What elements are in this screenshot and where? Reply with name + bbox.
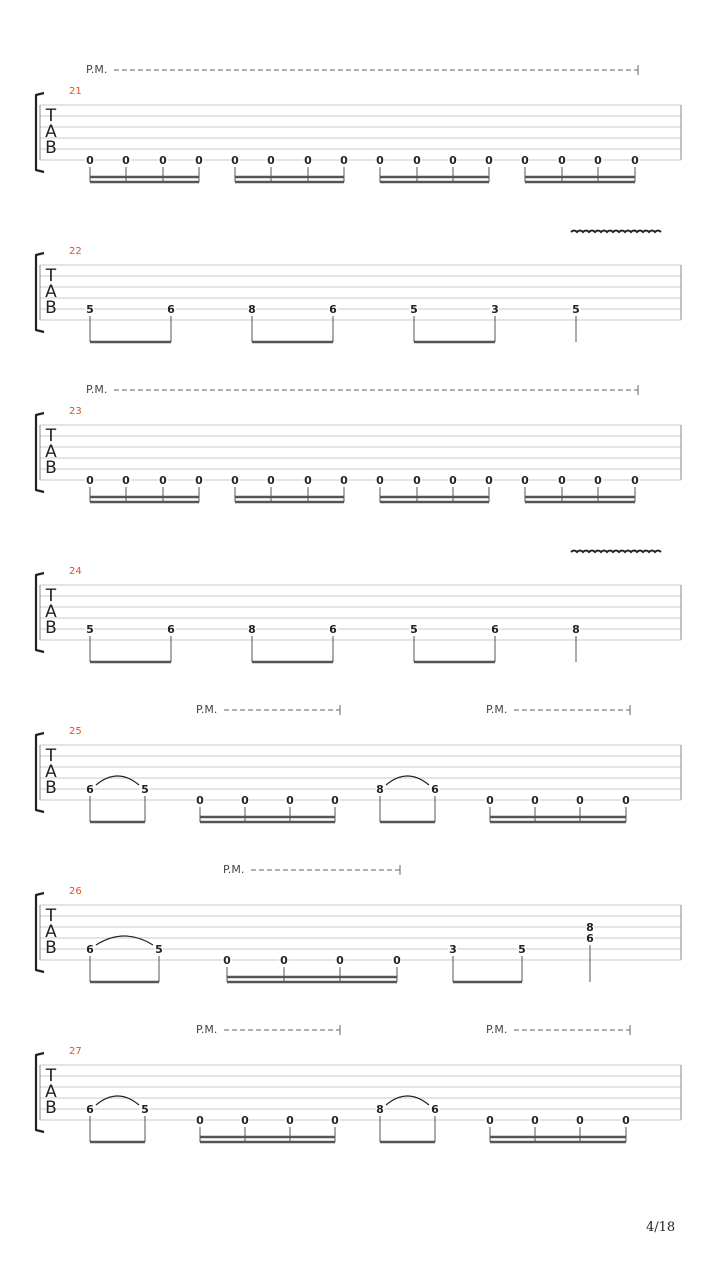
- tab-clef-letter: T: [45, 746, 57, 766]
- tab-clef-letter: B: [45, 938, 57, 958]
- tab-clef-letter: B: [45, 778, 57, 798]
- tab-clef-letter: A: [45, 442, 57, 462]
- tab-clef-letter: B: [45, 618, 57, 638]
- fret-number: 6: [431, 1103, 439, 1116]
- fret-number: 6: [86, 1103, 94, 1116]
- tab-clef-letter: T: [45, 106, 57, 126]
- tab-clef-letter: T: [45, 906, 57, 926]
- fret-number: 0: [521, 154, 529, 167]
- measure-number: 22: [69, 246, 82, 257]
- fret-number: 0: [304, 474, 312, 487]
- fret-number: 0: [485, 474, 493, 487]
- fret-number: 0: [622, 1114, 630, 1127]
- tab-clef-letter: A: [45, 762, 57, 782]
- fret-number: 0: [531, 794, 539, 807]
- fret-number: 0: [223, 954, 231, 967]
- fret-number: 0: [449, 154, 457, 167]
- tab-clef-letter: T: [45, 426, 57, 446]
- fret-number: 6: [86, 783, 94, 796]
- fret-number: 0: [449, 474, 457, 487]
- vibrato-icon: [571, 551, 661, 553]
- fret-number: 5: [155, 943, 163, 956]
- fret-number: 0: [280, 954, 288, 967]
- measure-number: 27: [69, 1046, 82, 1057]
- fret-number: 0: [286, 1114, 294, 1127]
- fret-number: 8: [248, 303, 256, 316]
- fret-number: 0: [195, 154, 203, 167]
- palm-mute-label: P.M.: [486, 703, 508, 716]
- fret-number: 3: [491, 303, 499, 316]
- fret-number: 0: [486, 794, 494, 807]
- palm-mute-label: P.M.: [196, 703, 218, 716]
- fret-number: 0: [195, 474, 203, 487]
- palm-mute-label: P.M.: [86, 63, 108, 76]
- fret-number: 0: [231, 474, 239, 487]
- palm-mute-label: P.M.: [223, 863, 245, 876]
- fret-number: 6: [167, 623, 175, 636]
- fret-number: 5: [86, 623, 94, 636]
- page-indicator: 4/18: [646, 1220, 676, 1235]
- fret-number: 0: [86, 474, 94, 487]
- fret-number: 0: [485, 154, 493, 167]
- fret-number: 5: [141, 783, 149, 796]
- measure-number: 21: [69, 86, 82, 97]
- tab-clef-letter: B: [45, 138, 57, 158]
- fret-number: 5: [141, 1103, 149, 1116]
- fret-number: 0: [622, 794, 630, 807]
- tie-arc: [96, 776, 139, 785]
- fret-number: 0: [631, 474, 639, 487]
- fret-number: 0: [267, 154, 275, 167]
- vibrato-icon: [571, 231, 661, 233]
- fret-number: 5: [86, 303, 94, 316]
- fret-number: 0: [576, 1114, 584, 1127]
- tab-clef-letter: T: [45, 586, 57, 606]
- fret-number: 0: [231, 154, 239, 167]
- measure-number: 24: [69, 566, 82, 577]
- measure-number: 25: [69, 726, 82, 737]
- tab-clef-letter: B: [45, 298, 57, 318]
- tie-arc: [96, 936, 153, 945]
- fret-number: 3: [449, 943, 457, 956]
- palm-mute-label: P.M.: [86, 383, 108, 396]
- tab-clef-letter: T: [45, 266, 57, 286]
- tie-arc: [386, 1096, 429, 1105]
- fret-number: 6: [329, 303, 337, 316]
- tab-clef-letter: A: [45, 122, 57, 142]
- fret-number: 8: [248, 623, 256, 636]
- fret-number: 0: [331, 1114, 339, 1127]
- tab-clef-letter: A: [45, 922, 57, 942]
- fret-number: 5: [410, 623, 418, 636]
- palm-mute-label: P.M.: [196, 1023, 218, 1036]
- fret-number: 0: [376, 474, 384, 487]
- fret-number: 6: [329, 623, 337, 636]
- fret-number: 0: [521, 474, 529, 487]
- fret-number: 0: [241, 794, 249, 807]
- fret-number: 8: [586, 921, 594, 934]
- fret-number: 0: [159, 474, 167, 487]
- tie-arc: [386, 776, 429, 785]
- measure-number: 23: [69, 406, 82, 417]
- fret-number: 0: [631, 154, 639, 167]
- measure-number: 26: [69, 886, 82, 897]
- fret-number: 0: [340, 474, 348, 487]
- tab-clef-letter: A: [45, 1082, 57, 1102]
- fret-number: 0: [413, 154, 421, 167]
- fret-number: 5: [518, 943, 526, 956]
- fret-number: 0: [196, 1114, 204, 1127]
- fret-number: 0: [241, 1114, 249, 1127]
- fret-number: 6: [431, 783, 439, 796]
- fret-number: 8: [376, 783, 384, 796]
- fret-number: 6: [491, 623, 499, 636]
- fret-number: 0: [122, 154, 130, 167]
- fret-number: 0: [267, 474, 275, 487]
- tab-clef-letter: A: [45, 282, 57, 302]
- fret-number: 6: [167, 303, 175, 316]
- fret-number: 0: [336, 954, 344, 967]
- fret-number: 5: [572, 303, 580, 316]
- fret-number: 0: [594, 474, 602, 487]
- fret-number: 8: [572, 623, 580, 636]
- fret-number: 0: [86, 154, 94, 167]
- fret-number: 0: [196, 794, 204, 807]
- fret-number: 0: [376, 154, 384, 167]
- tie-arc: [96, 1096, 139, 1105]
- fret-number: 0: [340, 154, 348, 167]
- fret-number: 0: [304, 154, 312, 167]
- fret-number: 0: [531, 1114, 539, 1127]
- fret-number: 0: [558, 474, 566, 487]
- fret-number: 0: [286, 794, 294, 807]
- fret-number: 6: [586, 932, 594, 945]
- fret-number: 0: [393, 954, 401, 967]
- fret-number: 5: [410, 303, 418, 316]
- fret-number: 0: [594, 154, 602, 167]
- fret-number: 0: [122, 474, 130, 487]
- tab-clef-letter: B: [45, 1098, 57, 1118]
- fret-number: 0: [558, 154, 566, 167]
- fret-number: 0: [159, 154, 167, 167]
- fret-number: 0: [486, 1114, 494, 1127]
- fret-number: 0: [413, 474, 421, 487]
- tab-clef-letter: B: [45, 458, 57, 478]
- fret-number: 6: [86, 943, 94, 956]
- palm-mute-label: P.M.: [486, 1023, 508, 1036]
- tab-clef-letter: T: [45, 1066, 57, 1086]
- fret-number: 0: [331, 794, 339, 807]
- fret-number: 0: [576, 794, 584, 807]
- tab-clef-letter: A: [45, 602, 57, 622]
- fret-number: 8: [376, 1103, 384, 1116]
